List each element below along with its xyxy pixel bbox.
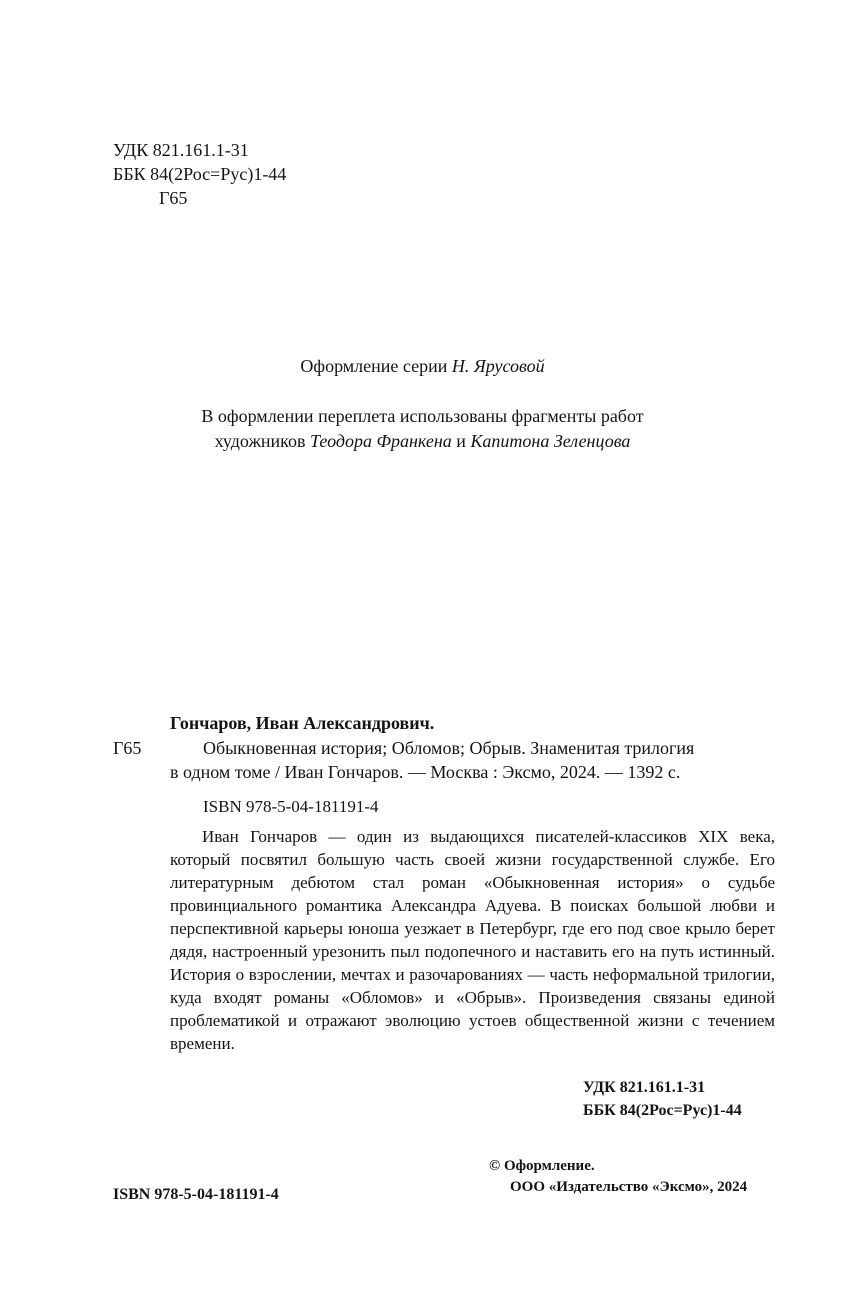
- artists-conjunction: и: [451, 431, 471, 451]
- series-designer-name: Н. Ярусовой: [451, 356, 545, 376]
- artist-frankena: Теодора Франкена: [310, 431, 452, 451]
- entry-title-line1: Обыкновенная история; Обломов; Обрыв. Знаменитая трилогия: [203, 738, 695, 758]
- bbk-code-top: ББК 84(2Рос=Рус)1-44: [113, 164, 287, 184]
- copyright-line1: © Оформление.: [489, 1158, 595, 1174]
- artist-zelentsov: Капитона Зеленцова: [470, 431, 631, 451]
- bbk-code-bottom: ББК 84(2Рос=Рус)1-44: [583, 1102, 742, 1119]
- author-mark-top: Г65: [159, 188, 188, 208]
- udk-code-bottom: УДК 821.161.1-31: [583, 1079, 706, 1096]
- series-design-credit: [0, 356, 845, 377]
- author-heading: Гончаров, Иван Александрович.: [170, 713, 435, 733]
- udk-code-top: УДК 821.161.1-31: [113, 140, 249, 160]
- footer-isbn: ISBN 978-5-04-181191-4: [113, 1186, 279, 1203]
- entry-isbn: ISBN 978-5-04-181191-4: [203, 797, 379, 816]
- book-annotation: Иван Гончаров — один из выдающихся писателей-классиков XIX века, который посвятил большую часть своей жизни государственной службе. Его литературным дебютом стал роман «Обыкновенная история» о судьбе провинциального романтика Александра Адуева. В поисках большой любви и перспективной карьеры юноша уезжает в Петербург, где его под свое крыло берет дядя, настроенный урезонить пыл подопечного и наставить его на путь истинный. История о взрослении, мечтах и разочарованиях — часть неформальной трилогии, куда входят романы «Обломов» и «Обрыв». Произведения связаны единой проблематикой и отражают эволюцию устоев общественной жизни с течением времени.: [170, 827, 775, 1053]
- binding-credit-line1: В оформлении переплета использованы фрагменты работ: [201, 406, 644, 426]
- copyright-line2: ООО «Издательство «Эксмо», 2024: [510, 1179, 748, 1195]
- author-mark-entry: Г65: [113, 738, 142, 758]
- artists-label: художников: [214, 431, 311, 451]
- entry-title-line2: в одном томе / Иван Гончаров. — Москва : Эксмо, 2024. — 1392 с.: [170, 762, 681, 782]
- binding-credit-line2: [0, 431, 845, 452]
- series-design-label: Оформление серии: [300, 356, 452, 376]
